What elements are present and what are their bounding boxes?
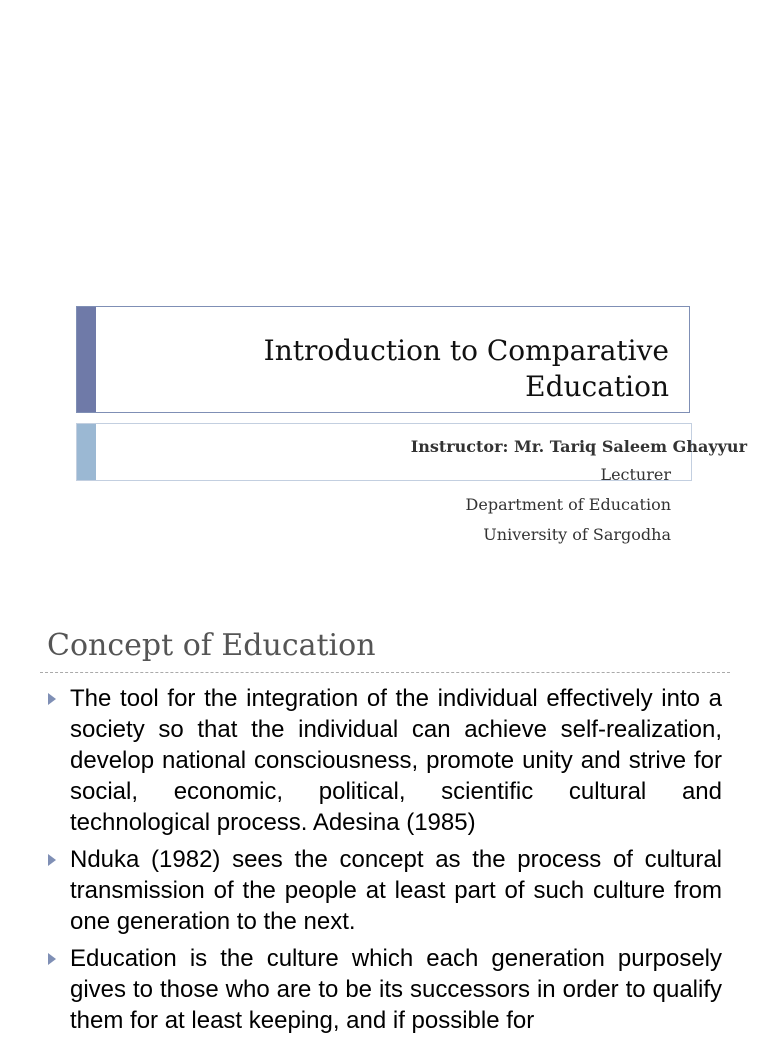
bullet-arrow-icon bbox=[48, 953, 56, 965]
subtitle-accent-bar bbox=[77, 424, 96, 480]
title-box bbox=[76, 306, 690, 413]
bullet-list bbox=[46, 683, 722, 1042]
heading-divider bbox=[40, 672, 730, 673]
instructor-position: Lecturer bbox=[600, 465, 671, 484]
bullet-item bbox=[46, 683, 722, 838]
bullet-item bbox=[46, 943, 722, 1036]
title-line-2: Education bbox=[525, 370, 669, 403]
bullet-text: Education is the culture which each generation purposely gives to those who are to be its successors in order to qualify them for at least keeping, and if possible for bbox=[70, 945, 722, 1034]
slide-title bbox=[149, 333, 669, 405]
bullet-text: The tool for the integration of the individual effectively into a society so that the individual can achieve self-realization, develop national consciousness, promote unity and strive for social, economic, political, scientific cultural and technological process. Adesina (1985) bbox=[70, 685, 722, 836]
bullet-item bbox=[46, 844, 722, 937]
bullet-arrow-icon bbox=[48, 693, 56, 705]
section-heading: Concept of Education bbox=[47, 628, 376, 663]
instructor-name: Instructor: Mr. Tariq Saleem Ghayyur bbox=[410, 437, 747, 456]
bullet-text: Nduka (1982) sees the concept as the process of cultural transmission of the people at least part of such culture from one generation to the next. bbox=[70, 846, 722, 935]
university-name: University of Sargodha bbox=[483, 525, 671, 544]
title-accent-bar bbox=[77, 307, 96, 412]
bullet-arrow-icon bbox=[48, 854, 56, 866]
title-line-1: Introduction to Comparative bbox=[263, 334, 669, 367]
department-name: Department of Education bbox=[465, 495, 671, 514]
